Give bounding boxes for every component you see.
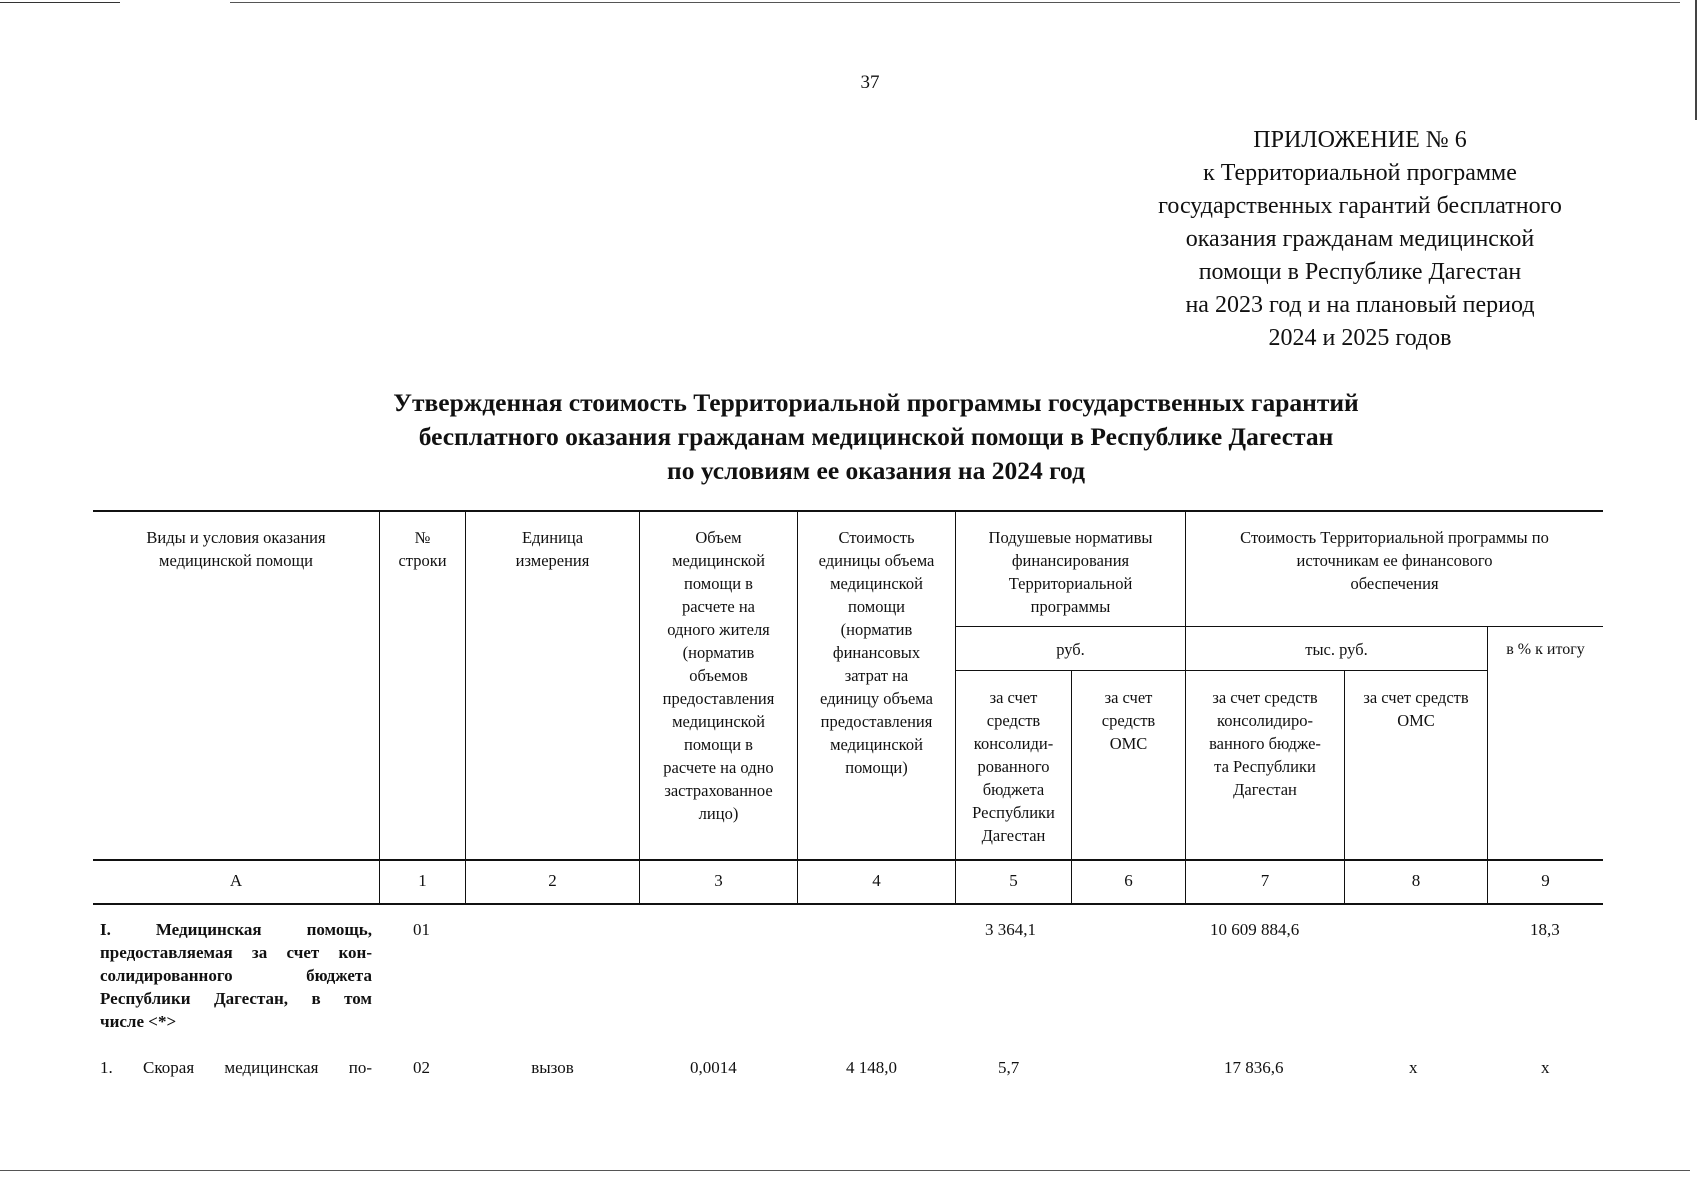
header-percent: в % к итогу bbox=[1506, 641, 1585, 658]
annex-line: к Территориальной программе bbox=[1203, 160, 1517, 186]
column-number: 8 bbox=[1411, 871, 1421, 890]
total-budget: 17 836,6 bbox=[1224, 1058, 1284, 1077]
annex-line: оказания гражданам медицинской bbox=[1185, 226, 1535, 252]
column-number: 1 bbox=[418, 871, 427, 890]
page-number: 37 bbox=[860, 72, 880, 93]
column-numbers-top-rule bbox=[93, 859, 1603, 861]
column-number: 7 bbox=[1260, 871, 1270, 890]
scan-line bbox=[0, 1170, 1690, 1171]
header-program-cost: Стоимость Территориальной программы по источникам ее финансового обеспечения bbox=[1240, 528, 1549, 593]
column-number: А bbox=[229, 871, 243, 890]
annex-header bbox=[1055, 124, 1665, 355]
header-cost: Стоимость единицы объема медицинской помощи (норматив финансовых затрат на единицу объема предоставления медицинской помощи) bbox=[818, 528, 935, 777]
title-line: по условиям ее оказания на 2024 год bbox=[667, 456, 1085, 485]
annex-line: 2024 и 2025 годов bbox=[1268, 325, 1452, 351]
total-budget: 10 609 884,6 bbox=[1210, 920, 1300, 939]
scan-line bbox=[230, 2, 1680, 3]
header-rub: руб. bbox=[1056, 640, 1085, 659]
column-number: 5 bbox=[1009, 871, 1018, 890]
row-name: I. Медицинская помощь, предоставляемая за счет кон- солидированного бюджета Республики Дагестан, в том числе <*> bbox=[100, 920, 372, 1031]
col-rule bbox=[1487, 626, 1488, 904]
unit: вызов bbox=[531, 1058, 574, 1077]
percent-of-total: 18,3 bbox=[1530, 920, 1560, 939]
header-oms-thous: за счет средств ОМС bbox=[1363, 688, 1469, 730]
header-rule bbox=[955, 670, 1488, 671]
per-capita-budget: 5,7 bbox=[998, 1058, 1020, 1077]
header-budget-rub: за счет средств консолиди- рованного бюджета Республики Дагестан bbox=[972, 688, 1055, 845]
column-number: 9 bbox=[1541, 871, 1550, 890]
row-number: 01 bbox=[413, 920, 430, 939]
per-capita-budget: 3 364,1 bbox=[985, 920, 1036, 939]
scan-edge bbox=[1695, 0, 1697, 120]
header-kind: Виды и условия оказания медицинской помощи bbox=[146, 528, 326, 570]
total-oms: х bbox=[1409, 1058, 1418, 1077]
scan-line bbox=[0, 2, 120, 3]
unit-cost: 4 148,0 bbox=[846, 1058, 897, 1077]
header-oms-rub: за счет средств ОМС bbox=[1101, 688, 1156, 753]
column-number: 6 bbox=[1124, 871, 1133, 890]
header-unit: Единица измерения bbox=[515, 528, 590, 570]
title-line: Утвержденная стоимость Территориальной программы государственных гарантий bbox=[393, 388, 1359, 417]
header-volume: Объем медицинской помощи в расчете на одного жителя (норматив объемов предоставления медицинской помощи в расчете на одно застрахованное лицо) bbox=[662, 528, 775, 823]
table-top-rule bbox=[93, 510, 1603, 512]
header-per-capita: Подушевые нормативы финансирования Территориальной программы bbox=[988, 528, 1153, 616]
header-rule bbox=[955, 626, 1603, 627]
volume: 0,0014 bbox=[690, 1058, 737, 1077]
column-number: 4 bbox=[872, 871, 881, 890]
document-title bbox=[0, 386, 1702, 488]
row-name: 1. Скорая медицинская по- bbox=[100, 1058, 372, 1077]
percent-of-total: х bbox=[1541, 1058, 1550, 1077]
row-number: 02 bbox=[413, 1058, 430, 1077]
annex-line: государственных гарантий бесплатного bbox=[1158, 193, 1562, 219]
annex-line: помощи в Республике Дагестан bbox=[1198, 259, 1522, 285]
title-line: бесплатного оказания гражданам медицинской помощи в Республике Дагестан bbox=[418, 422, 1334, 451]
header-budget-thous: за счет средств консолидиро- ванного бюдже- та Республики Дагестан bbox=[1209, 688, 1321, 799]
header-row-no: № строки bbox=[398, 528, 447, 570]
column-number: 3 bbox=[714, 871, 723, 890]
header-thous-rub: тыс. руб. bbox=[1305, 640, 1368, 659]
annex-line: на 2023 год и на плановый период bbox=[1185, 292, 1535, 318]
column-numbers-bottom-rule bbox=[93, 903, 1603, 905]
column-number: 2 bbox=[548, 871, 557, 890]
annex-line: ПРИЛОЖЕНИЕ № 6 bbox=[1253, 127, 1467, 153]
